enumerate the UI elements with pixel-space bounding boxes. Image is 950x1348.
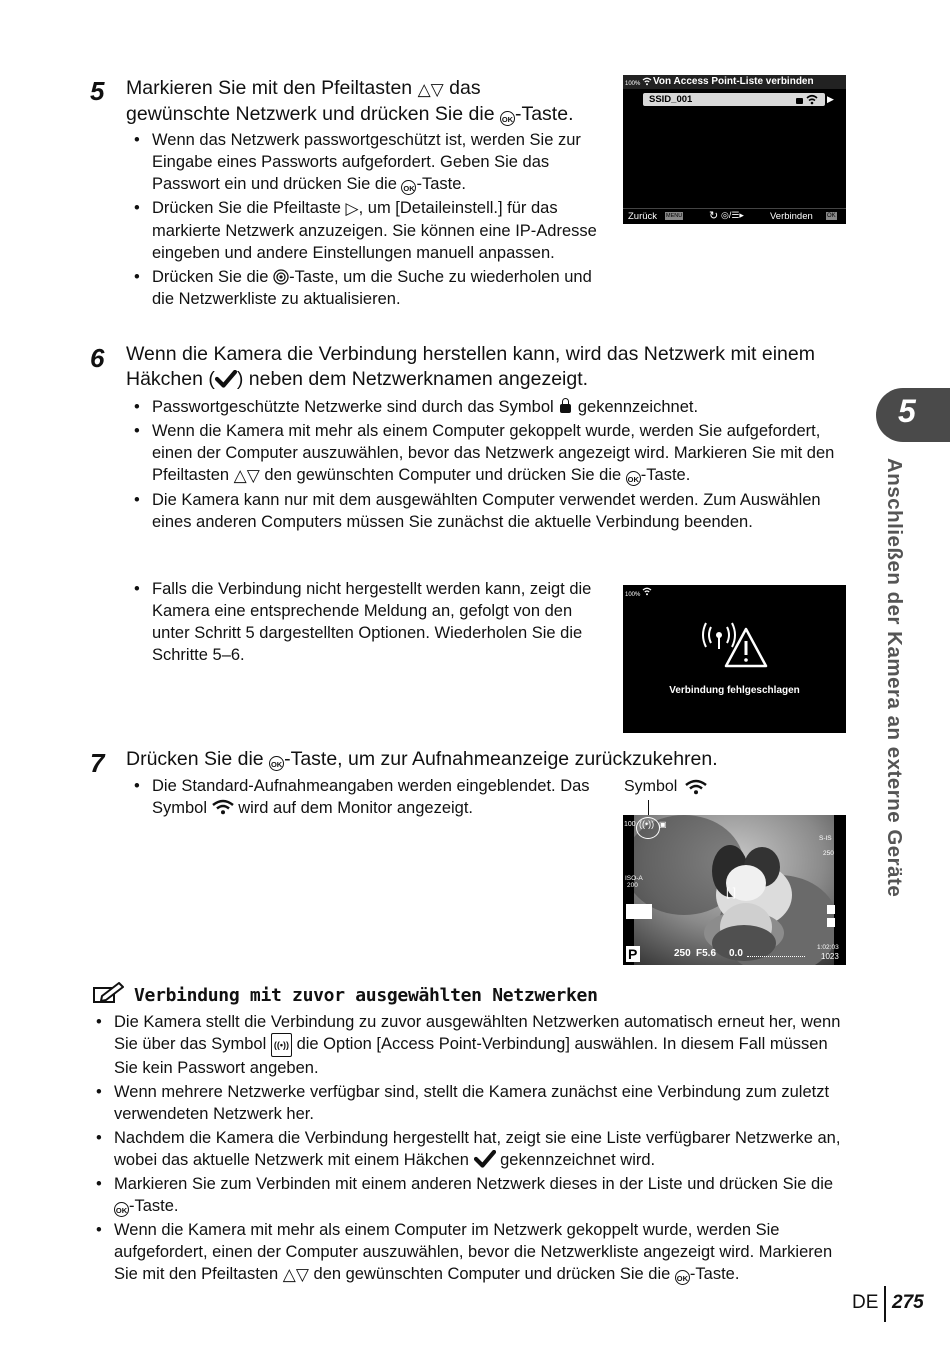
- dial-icon: [273, 269, 289, 285]
- list-item: • Falls die Verbindung nicht hergestellt werden kann, zeigt die Kamera eine entsprechende Meldung an, gefolgt von den unter Schritt 5 dargestellten Optionen. Wiederholen Sie die Schritte 5–6.: [128, 578, 598, 666]
- battery-indicator: 100%: [625, 81, 641, 87]
- arrow-up-icon: △: [417, 80, 431, 99]
- arrow-down-icon: ▽: [430, 80, 444, 99]
- quality-f-icon: [827, 918, 835, 927]
- arrow-down-icon: ▽: [246, 466, 260, 485]
- iso-value-right: 250: [823, 850, 834, 857]
- step-6-number: 6: [90, 343, 105, 373]
- list-item: • Die Kamera kann nur mit dem ausgewählten Computer verwendet werden. Zum Auswählen eines anderen Computers müssen Sie zunächst die aktuelle Verbindung beenden.: [128, 489, 848, 533]
- ok-button-icon: OK: [401, 180, 416, 195]
- ok-key-icon: OK: [827, 213, 836, 219]
- network-row[interactable]: [643, 93, 825, 106]
- symbol-callout-label: Symbol: [624, 778, 678, 795]
- step-6-text: Wenn die Kamera die Verbindung herstellen kann, wird das Netzwerk mit einem Häkchen ( ) neben dem Netzwerknamen angezeigt.: [126, 343, 815, 390]
- shots-remaining: 1023: [821, 952, 839, 961]
- left-status-strip: [623, 815, 634, 965]
- af-frame-icon: [ ]: [726, 885, 737, 899]
- chapter-title: Anschließen der Kamera an externe Geräte: [883, 458, 906, 898]
- wifi-icon: [685, 779, 707, 795]
- error-message: Verbindung fehlgeschlagen: [669, 685, 800, 696]
- note-pencil-icon: [92, 982, 124, 1004]
- list-item: • Die Standard-Aufnahmeangaben werden eingeblendet. Das Symbol wird auf dem Monitor angezeigt.: [128, 775, 608, 819]
- lock-icon: [560, 404, 571, 413]
- step-7-bullets: [128, 775, 608, 821]
- checkmark-icon: [474, 1150, 496, 1168]
- step-7-number: 7: [90, 748, 105, 778]
- note-bullets: [90, 1011, 850, 1288]
- card-icon: ▣: [659, 820, 667, 829]
- chapter-number: 5: [898, 393, 916, 429]
- footer-divider: [884, 1286, 886, 1322]
- recording-time: 1:02:03: [817, 944, 839, 951]
- wifi-signal-icon: [806, 94, 818, 105]
- aperture: F5.6: [696, 948, 717, 959]
- list-item: • Die Kamera stellt die Verbindung zu zuvor ausgewählten Netzwerken automatisch erneut her, wenn Sie über das Symbol ((•)) die Option [Access Point-Verbindung] auswählen. In diesem Fall müssen Sie kein Passwort angeben.: [90, 1011, 850, 1079]
- step-7-text: Drücken Sie die OK-Taste, um zur Aufnahmeanzeige zurückzukehren.: [126, 748, 718, 770]
- iso-value: 200: [627, 882, 638, 889]
- shutter-speed: 250: [674, 948, 691, 959]
- wifi-icon: [642, 77, 652, 86]
- list-item: • Drücken Sie die -Taste, um die Suche zu wiederholen und die Netzwerkliste zu aktualisieren.: [128, 266, 613, 310]
- page-number: 275: [892, 1292, 924, 1313]
- quality-l-icon: [827, 905, 835, 914]
- arrow-down-icon: ▽: [295, 1265, 309, 1284]
- camera-screen-network-list: [623, 75, 846, 224]
- drive-mode-icon: [626, 904, 652, 919]
- camera-screen-connection-failed: [623, 585, 846, 733]
- list-item: • Nachdem die Kamera die Verbindung hergestellt hat, zeigt sie eine Liste verfügbarer Netzwerke an, wobei das aktuelle Netzwerk mit einem Häkchen gekennzeichnet wird.: [90, 1127, 850, 1171]
- iso-label: ISO-A: [625, 875, 643, 882]
- step-6-bullets: [128, 396, 848, 535]
- list-item: • Wenn die Kamera mit mehr als einem Computer gekoppelt wurde, werden Sie aufgefordert, einen der Computer auszuwählen, bevor das Netzwerk angezeigt wird. Markieren Sie mit den Pfeiltasten △▽ den gewünschten Computer und drücken Sie die OK -Taste.: [128, 420, 848, 487]
- wireless-icon: ((•)): [639, 819, 655, 829]
- back-label[interactable]: Zurück: [628, 211, 658, 222]
- list-item: • Drücken Sie die Pfeiltaste ▷, um [Detaileinstell.] für das markierte Netzwerk anzuzeigen. Sie können eine IP-Adresse eingeben und andere Einstellungen manuell anpassen.: [128, 197, 613, 264]
- ok-button-icon: OK: [114, 1202, 129, 1217]
- arrow-right-icon: ▷: [345, 199, 359, 218]
- step-5-bullets: [128, 129, 613, 312]
- network-ssid: SSID_001: [649, 94, 693, 105]
- dial-settings-icon: ◎/☰▸: [721, 210, 744, 220]
- camera-screen-shooting: [623, 815, 846, 965]
- step-6-bullets-2: [128, 578, 598, 668]
- step-5-number: 5: [90, 76, 105, 106]
- exposure-comp: 0.0: [729, 948, 743, 959]
- screen-title: Von Access Point-Liste verbinden: [653, 76, 814, 87]
- ok-button-icon: OK: [269, 756, 284, 771]
- battery-indicator: 100%: [625, 592, 641, 598]
- refresh-icon: ↻: [709, 210, 719, 222]
- wifi-icon: [642, 587, 652, 596]
- list-item: • Passwortgeschützte Netzwerke sind durch das Symbol gekennzeichnet.: [128, 396, 848, 418]
- arrow-up-icon: △: [233, 466, 247, 485]
- lock-icon: [796, 98, 803, 104]
- ok-button-icon: OK: [675, 1270, 690, 1285]
- ok-button-icon: OK: [500, 111, 515, 126]
- list-item: • Wenn das Netzwerk passwortgeschützt ist, werden Sie zur Eingabe eines Passworts aufgefordert. Geben Sie das Passwort ein und drücken Sie die OK -Taste.: [128, 129, 613, 195]
- note-heading: Verbindung mit zuvor ausgewählten Netzwerken: [134, 985, 598, 1006]
- menu-key-icon: MENU: [666, 213, 683, 219]
- list-item: • Wenn die Kamera mit mehr als einem Computer im Netzwerk gekoppelt wurde, werden Sie aufgefordert, einen der Computer auszuwählen, bevor die Netzwerkliste angezeigt wird. Markieren Sie mit den Pfeiltasten △▽ den gewünschten Computer und drücken Sie die OK -Taste.: [90, 1219, 850, 1286]
- shooting-mode: P: [628, 946, 638, 962]
- wireless-warning-icon: [699, 619, 771, 671]
- list-item: • Markieren Sie zum Verbinden mit einem anderen Netzwerk dieses in der Liste und drücken Sie die OK -Taste.: [90, 1173, 850, 1217]
- checkmark-icon: [215, 370, 237, 388]
- stabilizer-label: S-IS: [819, 835, 832, 842]
- right-status-strip: [834, 815, 846, 965]
- language-code: DE: [852, 1292, 879, 1313]
- connect-label[interactable]: Verbinden: [770, 211, 813, 222]
- step-5-text: Markieren Sie mit den Pfeiltasten △▽ das gewünschte Netzwerk und drücken Sie die OK-Taste.: [126, 77, 574, 125]
- wireless-button-icon: ((•)): [271, 1033, 292, 1057]
- exposure-scale: [747, 956, 805, 958]
- chevron-right-icon: ▶: [827, 94, 834, 104]
- wifi-icon: [212, 799, 234, 815]
- top-left-indicator: 100: [624, 821, 636, 828]
- arrow-up-icon: △: [282, 1265, 296, 1284]
- list-item: • Wenn mehrere Netzwerke verfügbar sind, stellt die Kamera zunächst eine Verbindung zum zuletzt verwendeten Netzwerk her.: [90, 1081, 850, 1125]
- ok-button-icon: OK: [626, 471, 641, 486]
